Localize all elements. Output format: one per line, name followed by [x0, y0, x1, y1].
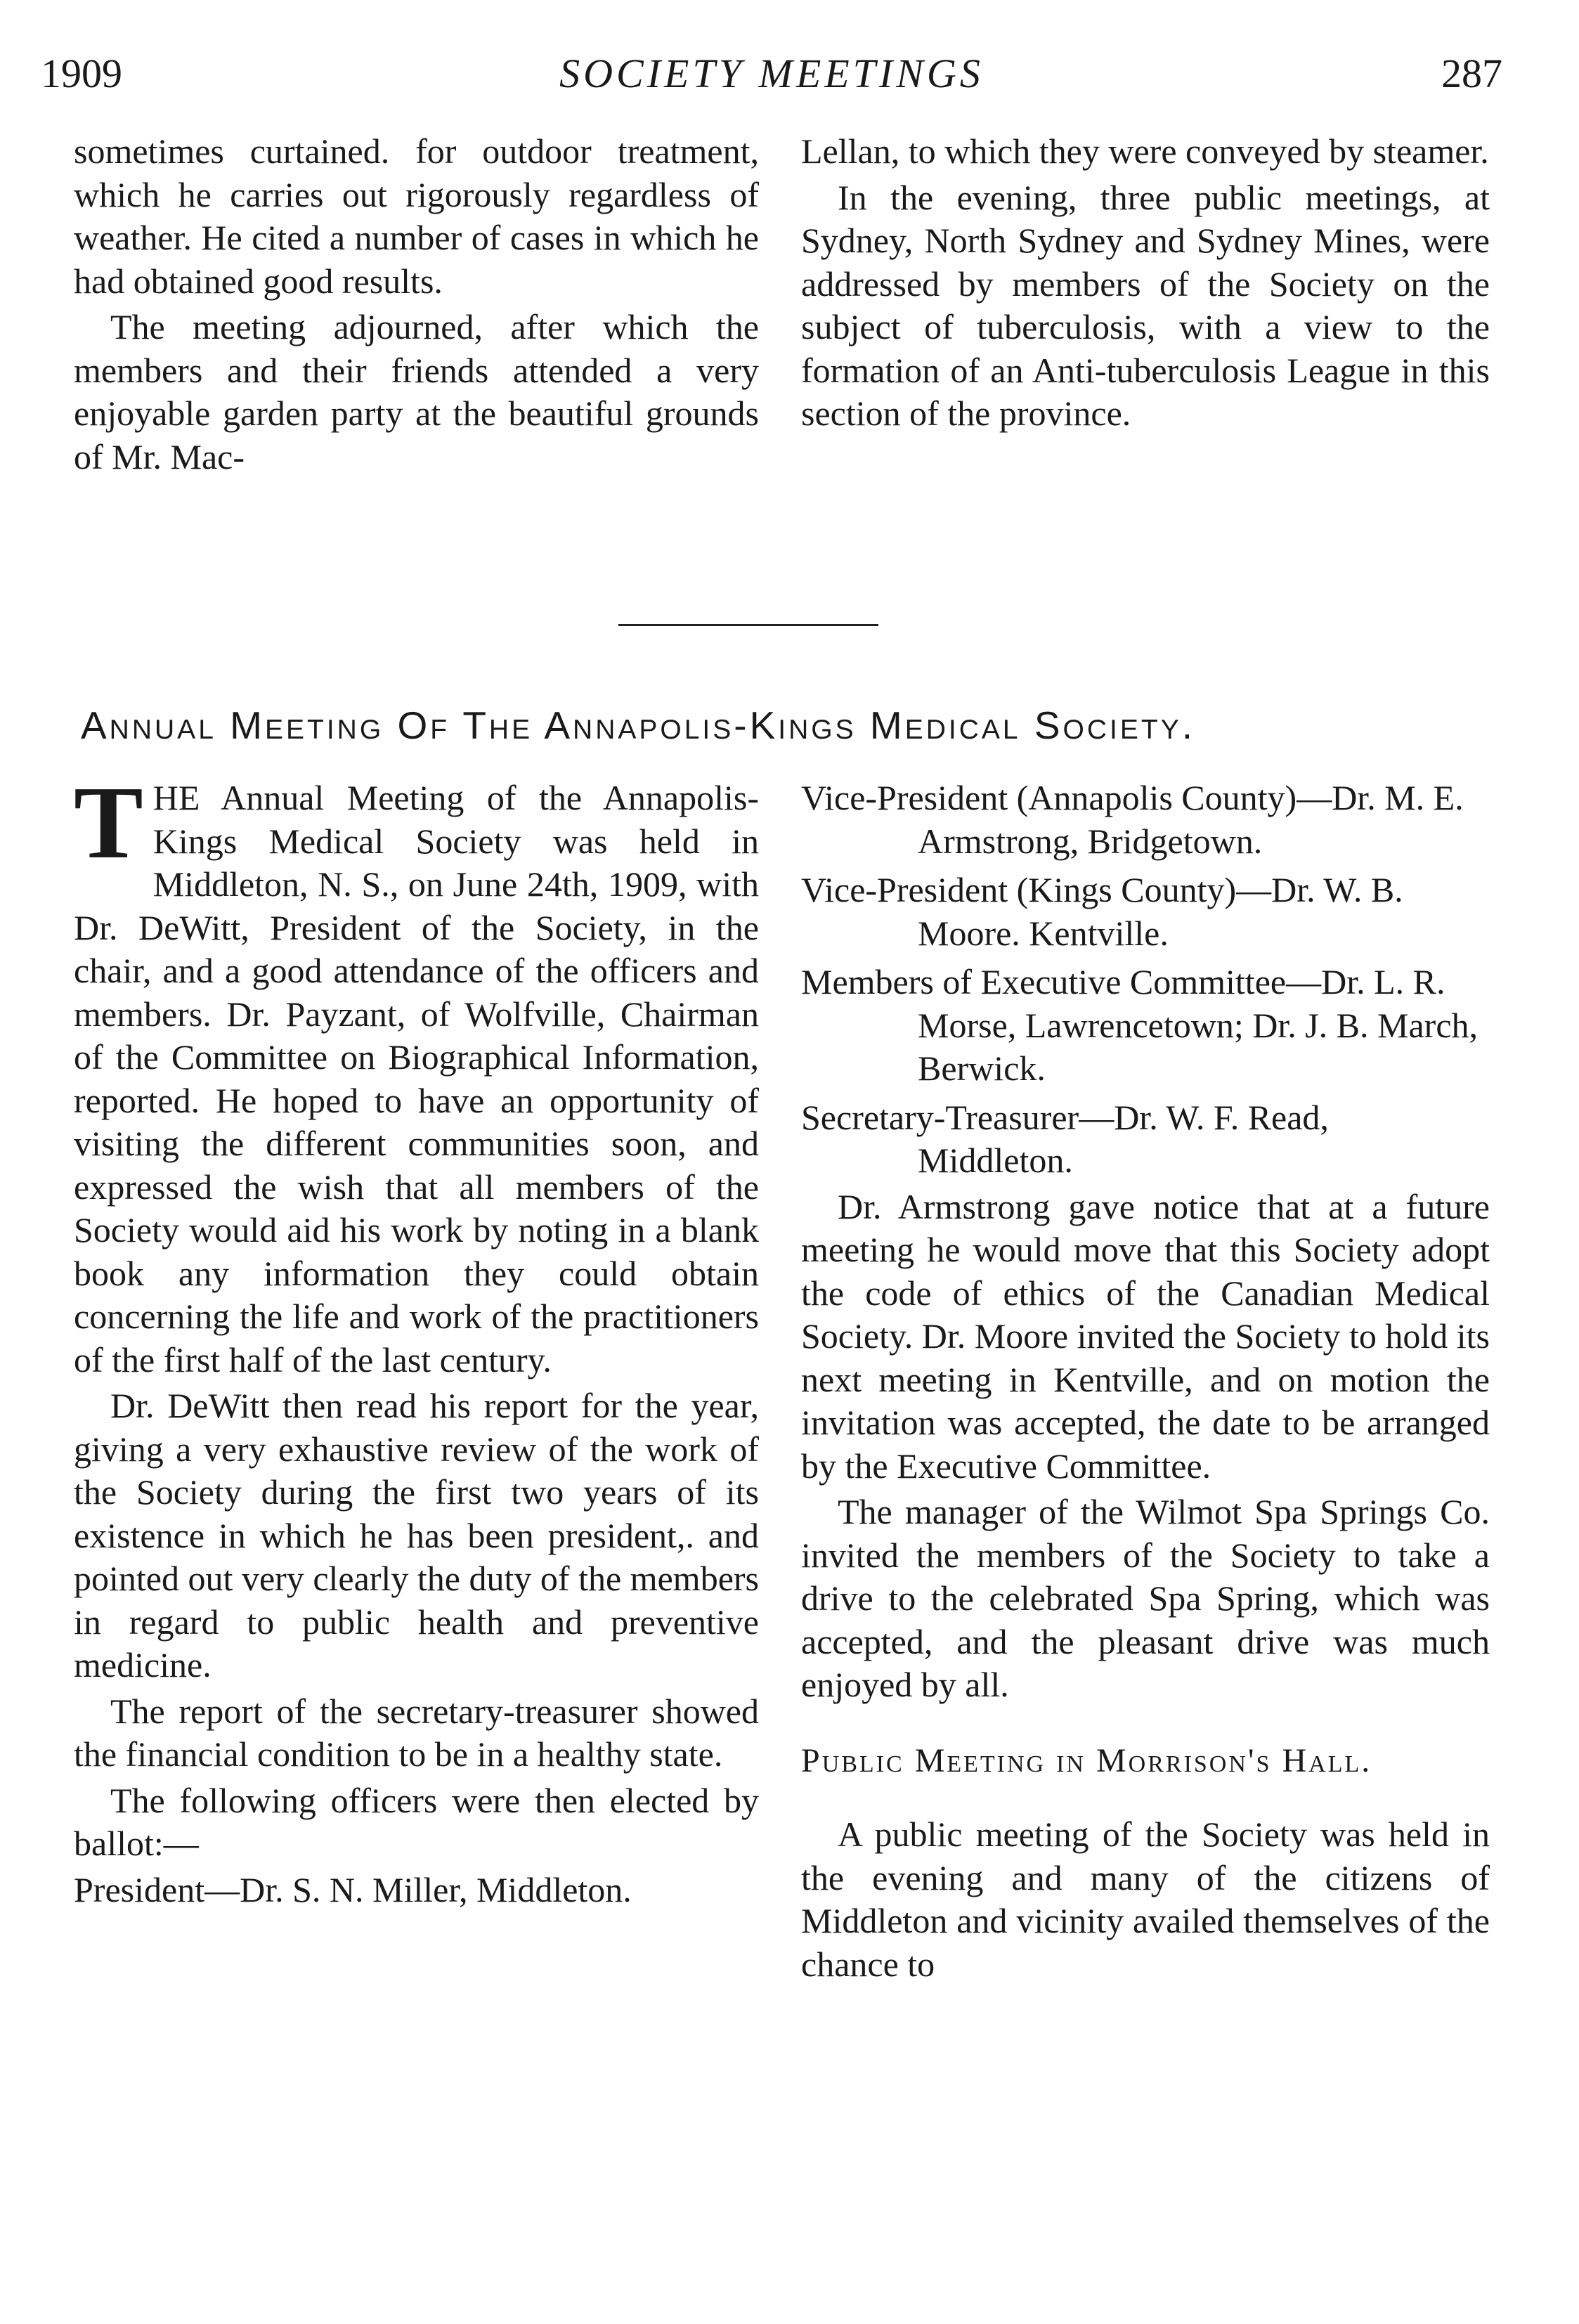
drop-cap: T — [74, 765, 143, 881]
article-left-column — [74, 765, 759, 1911]
officer-entry: Vice-President (Kings County)—Dr. W. B. Moore. Kentville. — [801, 870, 1403, 953]
page-number: 287 — [1441, 51, 1502, 96]
officer-entry: Members of Executive Committee—Dr. L. R. Morse, Lawrencetown; Dr. J. B. March, Berwick. — [801, 962, 1479, 1088]
paragraph: In the evening, three public meetings, at Sydney, North Sydney and Sydney Mines, were addressed by members of the Society on the subject of tuberculosis, with a view to the formation of an Anti-tuberculosis League in this section of the province. — [801, 177, 1490, 433]
article-title: Annual Meeting Of The Annapolis-Kings Medical Society. — [81, 703, 1196, 747]
officer-entry: Vice-President (Annapolis County)—Dr. M. E. Armstrong, Bridgetown. — [801, 778, 1464, 861]
officer-entry: Secretary-Treasurer—Dr. W. F. Read, Middleton. — [801, 1097, 1329, 1180]
intro-text: HE Annual Meeting of the Annapolis-Kings Medical Society was held in Middleton, N. S., on June 24th, 1909, with Dr. DeWitt, President of the Society, in the chair, and a good attendance of the officers and members. Dr. Payzant, of Wolfville, Chairman of the Committee on Biographical Information, reported. He hoped to have an opportunity of visiting the different communities soon, and expressed the wish that all members of the Society would aid his work by noting in a blank book any information they could obtain concerning the life and work of the practitioners of the first half of the last century. — [74, 778, 759, 1380]
paragraph: Dr. Armstrong gave notice that at a future meeting he would move that this Society adopt the code of ethics of the Canadian Medical Society. Dr. Moore invited the Society to hold its next meeting in Kentville, and on motion the invitation was accepted, the date to be arranged by the Executive Committee. — [801, 1186, 1490, 1486]
paragraph: The report of the secretary-treasurer showed the financial condition to be in a healthy state. — [74, 1691, 759, 1774]
paragraph: sometimes curtained. for outdoor treatment, which he carries out rigorously regardless of weather. He cited a number of cases in which he had obtained good results. — [74, 131, 759, 301]
section-divider — [618, 624, 878, 626]
running-title: SOCIETY MEETINGS — [559, 51, 984, 96]
intro-paragraph — [74, 765, 759, 1382]
officer-president: President—Dr. S. N. Miller, Middleton. — [74, 1869, 632, 1909]
paragraph: A public meeting of the Society was held in the evening and many of the citizens of Middleton and vicinity availed themselves of the chance to — [801, 1815, 1490, 1984]
running-head — [41, 42, 1502, 105]
paragraph: The meeting adjourned, after which the members and their friends attended a very enjoyable garden party at the beautiful grounds of Mr. Mac- — [74, 307, 759, 476]
paragraph: Lellan, to which they were conveyed by steamer. — [801, 131, 1489, 171]
article-right-column — [801, 777, 1490, 1986]
top-left-column — [74, 130, 759, 479]
paragraph: The manager of the Wilmot Spa Springs Co. invited the members of the Society to take a drive to the celebrated Spa Spring, which was accepted, and the pleasant drive was much enjoyed by all. — [801, 1492, 1490, 1704]
top-right-column — [801, 130, 1490, 436]
subheading: Public Meeting in Morrison's Hall. — [801, 1741, 1372, 1779]
page-year: 1909 — [41, 51, 122, 96]
paragraph: Dr. DeWitt then read his report for the year, giving a very exhaustive review of the work of the Society during the first two years of its existence in which he has been president,. and pointed out very clearly the duty of the members in regard to public health and preventive medicine. — [74, 1386, 759, 1684]
paragraph: The following officers were then elected by ballot:— — [74, 1780, 759, 1863]
